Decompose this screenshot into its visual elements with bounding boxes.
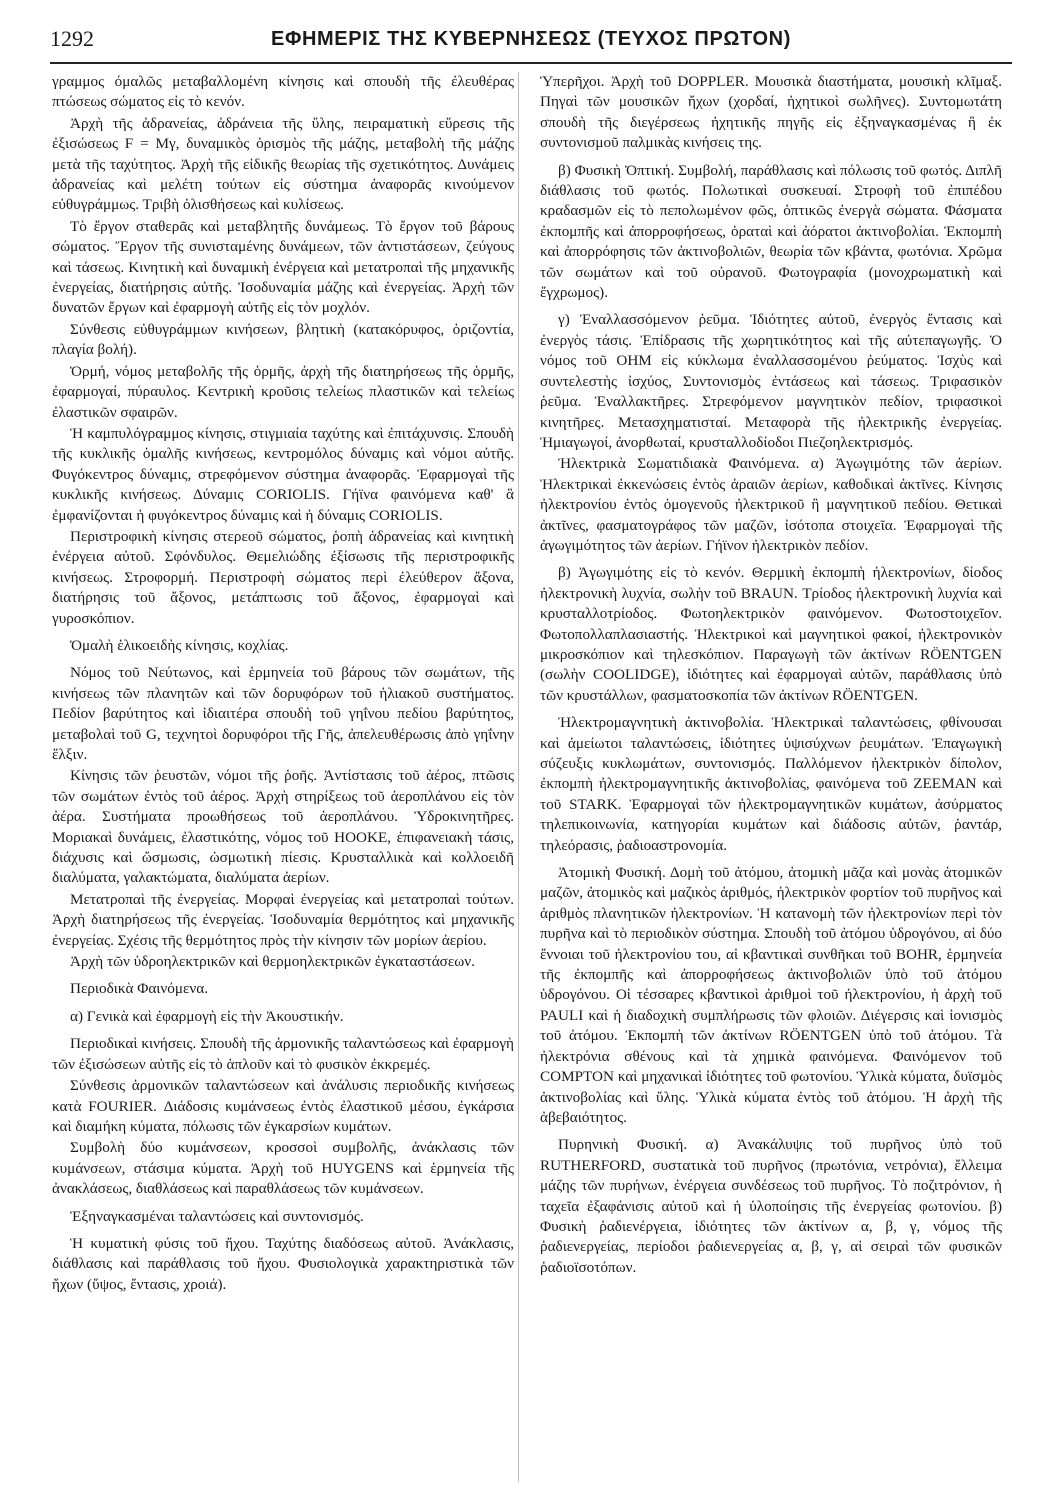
paragraph: Ἀρχὴ τῆς ἀδρανείας, ἀδράνεια τῆς ὕλης, πειραματικὴ εὕρεσις τῆς ἐξισώσεως F = Mγ, δυναμικὸς ὁρισμὸς τῆς μάζης, μεταβολὴ τῆς μάζης μετὰ τῆς ταχύτητος. Ἀρχὴ τῆς εἰδικῆς θεωρίας τῆς σχετικότητος. Δυνάμεις ἀδρανείας καὶ μελέτη τούτων εἰς σύστημα ἀναφορᾶς κινούμενον εὐθυγράμμως. Τριβὴ ὀλισθήσεως καὶ κυλίσεως. — [52, 114, 514, 214]
paragraph: Σύνθεσις ἁρμονικῶν ταλαντώσεων καὶ ἀνάλυσις περιοδικῆς κινήσεως κατὰ FOURIER. Διάδοσις κυμάνσεως ἐντὸς ἐλαστικοῦ μέσου, ἐγκάρσια καὶ διαμήκη κύματα, πόλωσις τῶν ἐγκαρσίων κυμάτων. — [52, 1077, 514, 1135]
paragraph: γ) Ἐναλλασσόμενον ῥεῦμα. Ἰδιότητες αὐτοῦ, ἐνεργὸς ἔντασις καὶ ἐνεργὸς τάσις. Ἐπίδρασις τῆς χωρητικότητος καὶ τῆς αὐτεπαγωγῆς. Ὁ νόμος τοῦ OHM εἰς κύκλωμα ἐναλλασσομένου ῥεύματος. Ἰσχὺς καὶ συντελεστὴς ἰσχύος, Συντονισμὸς ἐντάσεως καὶ τάσεως. Τριφασικὸν ῥεῦμα. Ἐναλλακτῆρες. Στρεφόμενον μαγνητικὸν πεδίον, τριφασικοὶ κινητῆρες. Μετασχηματισταί. Μεταφορὰ τῆς ἠλεκτρικῆς ἐνεργείας. Ἡμιαγωγοί, ἀνορθωταί, κρυσταλλοδίοδοι Πιεζοηλεκτρισμός. — [540, 311, 1002, 451]
paragraph: Μετατροπαὶ τῆς ἐνεργείας. Μορφαὶ ἐνεργείας καὶ μετατροπαὶ τούτων. Ἀρχὴ διατηρήσεως τῆς ἐνεργείας. Ἰσοδυναμία θερμότητος καὶ μηχανικῆς ἐνεργείας. Σχέσις τῆς θερμότητος πρὸς τὴν κίνησιν τῶν μορίων ἀερίου. — [52, 890, 514, 949]
subsection-heading: α) Γενικὰ καὶ ἐφαρμογὴ εἰς τὴν Ἀκουστικήν. — [70, 1007, 344, 1025]
paragraph: Ἀτομικὴ Φυσική. Δομὴ τοῦ ἀτόμου, ἀτομικὴ μᾶζα καὶ μονὰς ἀτομικῶν μαζῶν, ἀτομικὸς καὶ μαζικὸς ἀριθμός, ἠλεκτρικὸν φορτίον τοῦ πυρῆνος καὶ ἀριθμὸς πλανητικῶν ἠλεκτρονίων. Ἡ κατανομὴ τῶν ἠλεκτρονίων περὶ τὸν πυρῆνα καὶ τὸ περιοδικὸν σύστημα. Σπουδὴ τοῦ ἀτόμου ὑδρογόνου, αἱ δύο ἔννοιαι τοῦ ἠλεκτρονίου του, αἱ κβαντικαὶ συνθῆκαι τοῦ BOHR, ἑρμηνεία τῆς ἐκπομπῆς καὶ ἀπορροφήσεως ἀκτινοβολιῶν ὑπὸ τοῦ ἀτόμου ὑδρογόνου. Οἱ τέσσαρες κβαντικοὶ ἀριθμοὶ τοῦ ἠλεκτρονίου, ἡ ἀρχὴ τοῦ PAULI καὶ ἡ διαδοχικὴ συμπλήρωσις τῶν φλοιῶν. Διέγερσις καὶ ἰονισμὸς τοῦ ἀτόμου. Ἐκπομπὴ τῶν ἀκτίνων RÖENTGEN ὑπὸ τοῦ ἀτόμου. Τὰ ἠλεκτρόνια σθένους καὶ τὰ χημικὰ φαινόμενα. Φαινόμενον τοῦ COMPTON καὶ μηχανικαὶ ἰδιότητες τοῦ φωτονίου. Ὑλικὰ κύματα, δυϊσμὸς ἀκτινοβολίας καὶ ὕλης. Ὑλικὰ κύματα ἐντὸς τοῦ ἀτόμου. Ἡ ἀρχὴ τῆς ἀβεβαιότητος. — [540, 864, 1002, 1126]
paragraph: γραμμος όμαλῶς μεταβαλλομένη κίνησις καὶ σπουδὴ τῆς ἐλευθέρας πτώσεως σώματος εἰς τὸ κενόν. — [52, 73, 514, 111]
paragraph: Ἠλεκτρομαγνητικὴ ἀκτινοβολία. Ἠλεκτρικαὶ ταλαντώσεις, φθίνουσαι καὶ ἀμείωτοι ταλαντώσεις, ἰδιότητες ὑψισύχνων ῥευμάτων. Ἐπαγωγικὴ σύζευξις κυκλωμάτων, συντονισμός. Παλλόμενον ἠλεκτρικὸν δίπολον, ἐκπομπὴ ἠλεκτρομαγνητικῆς ἀκτινοβολίας, φαινόμενα τοῦ ZEEMAN καὶ τοῦ STARK. Ἐφαρμογαὶ τῶν ἠλεκτρομαγνητικῶν κυμάτων, ἀσύρματος τηλεπικοινωνία, κατηγορίαι κυμάτων καὶ διάδοσις αὐτῶν, ῥαντάρ, τηλεόρασις, ῥαδιοαστρονομία. — [540, 714, 1002, 854]
paragraph: β) Φυσικὴ Ὀπτική. Συμβολή, παράθλασις καὶ πόλωσις τοῦ φωτός. Διπλῆ διάθλασις τοῦ φωτός. Πολωτικαὶ συσκευαί. Στροφὴ τοῦ ἐπιπέδου κραδασμῶν εἰς τὸ πεπολωμένον φῶς, ὀπτικῶς ἐνεργὰ σώματα. Φάσματα ἐκπομπῆς καὶ ἀπορροφήσεως, ὁραταὶ καὶ ἀόρατοι ἀκτινοβολίαι. Ἐκπομπὴ καὶ ἀπορρόφησις τῶν ἀκτινοβολιῶν, θεωρία τῶν κβάντα, φωτόνια. Χρῶμα τῶν σωμάτων καὶ τοῦ οὐρανοῦ. Φωτογραφία (μονοχρωματικὴ καὶ ἔγχρωμος). — [540, 161, 1002, 302]
paragraph: Ὁρμή, νόμος μεταβολῆς τῆς ὁρμῆς, ἀρχὴ τῆς διατηρήσεως τῆς ὁρμῆς, ἐφαρμογαί, πύραυλος. Κεντρικὴ κροῦσις τελείως πλαστικῶν καὶ τελείως ἐλαστικῶν σφαιρῶν. — [52, 362, 514, 421]
paragraph: Νόμος τοῦ Νεύτωνος, καὶ ἑρμηνεία τοῦ βάρους τῶν σωμάτων, τῆς κινήσεως τῶν πλανητῶν καὶ τῶν δορυφόρων τοῦ ἡλιακοῦ συστήματος. Πεδίον βαρύτητος καὶ ἰδιαιτέρα σπουδὴ τοῦ γηΐνου πεδίου βαρύτητος, μεταβολαὶ τοῦ G, τεχνητοὶ δορυφόροι τῆς Γῆς, ἀπελευθέρωσις ἀπὸ γηΐνην ἕλξιν. — [52, 664, 514, 763]
column-divider — [518, 72, 519, 1482]
page-number: 1292 — [50, 26, 94, 51]
paragraph: Πυρηνικὴ Φυσική. α) Ἀνακάλυψις τοῦ πυρῆνος ὑπὸ τοῦ RUTHERFORD, συστατικὰ τοῦ πυρῆνος (πρωτόνια, νετρόνια), ἔλλειμα μάζης τῶν πυρήνων, ἐνέργεια συνδέσεως τοῦ πυρῆνος. Τὸ ποζιτρόνιον, ἡ ταχεῖα ἐξαφάνισις αὐτοῦ καὶ ἡ ὑλοποίησις τῆς ἐνεργείας φωτονίου. β) Φυσικὴ ῥαδιενέργεια, ἰδιότητες τῶν ἀκτίνων α, β, γ, νόμος τῆς ῥαδιενεργείας, περίοδοι ῥαδιενεργείας α, β, γ, αἱ σειραὶ τῶν φυσικῶν ῥαδιοϊσοτόπων. — [540, 1136, 1002, 1276]
paragraph: Ὁμαλὴ ἑλικοειδὴς κίνησις, κοχλίας. — [70, 636, 289, 654]
paragraph: Συμβολὴ δύο κυμάνσεων, κροσσοὶ συμβολῆς, ἀνάκλασις τῶν κυμάνσεων, στάσιμα κύματα. Ἀρχὴ τοῦ HUYGENS καὶ ἑρμηνεία τῆς ἀνακλάσεως, διαθλάσεως καὶ παραθλάσεως τῶν κυμάνσεων. — [52, 1139, 514, 1198]
paragraph: Περιοδικαὶ κινήσεις. Σπουδὴ τῆς ἁρμονικῆς ταλαντώσεως καὶ ἐφαρμογὴ τῶν ἐξισώσεων αὐτῆς εἰς τὸ ἁπλοῦν καὶ τὸ φυσικὸν ἐκκρεμές. — [52, 1035, 514, 1073]
paragraph: β) Ἀγωγιμότης εἰς τὸ κενόν. Θερμικὴ ἐκπομπὴ ἠλεκτρονίων, δίοδος ἠλεκτρονικὴ λυχνία, σωλὴν τοῦ BRAUN. Τρίοδος ἠλεκτρονικὴ λυχνία καὶ κρυσταλλοτρίοδος. Φωτοηλεκτρικὸν φαινόμενον. Φωτοστοιχεῖον. Φωτοπολλαπλασιαστής. Ἠλεκτρικοὶ καὶ μαγνητικοὶ φακοί, ἠλεκτρονικὸν μικροσκόπιον καὶ τηλεσκόπιον. Παραγωγὴ τῶν ἀκτίνων RÖENTGEN (σωλὴν COOLIDGE), ἰδιότητες καὶ ἐφαρμογαὶ αὐτῶν, παράθλασις ὑπὸ τῶν κρυστάλλων, φασματοσκοπία τῶν ἀκτίνων RÖENTGEN. — [540, 564, 1002, 704]
paragraph: Περιστροφικὴ κίνησις στερεοῦ σώματος, ῥοπὴ ἀδρανείας καὶ κινητικὴ ἐνέργεια αὐτοῦ. Σφόνδυλος. Θεμελιώδης ἐξίσωσις τῆς περιστροφικῆς κινήσεως. Στροφορμή. Περιστροφὴ σώματος περὶ ἐλεύθερον ἄξονα, διατήρησις τοῦ ἄξονος, μετάπτωσις τοῦ ἄξονος, ἐφαρμογαὶ καὶ γυροσκόπιον. — [52, 527, 514, 627]
section-heading: Περιοδικὰ Φαινόμενα. — [70, 980, 209, 998]
journal-title: ΕΦΗΜΕΡΙΣ ΤΗΣ ΚΥΒΕΡΝΗΣΕΩΣ (ΤΕΥΧΟΣ ΠΡΩΤΟΝ) — [271, 27, 791, 50]
header-rule — [50, 62, 1012, 64]
paragraph: Ἡ καμπυλόγραμμος κίνησις, στιγμιαία ταχύτης καὶ ἐπιτάχυνσις. Σπουδὴ τῆς κυκλικῆς ὁμαλῆς κινήσεως, κεντρομόλος δύναμις καὶ νόμοι αὐτῆς. Φυγόκεντρος δύναμις, στρεφόμενον σύστημα ἀναφορᾶς. Ἐφαρμογαὶ τῆς κυκλικῆς κινήσεως. Δύναμις CORIOLIS. Γήϊνα φαινόμενα καθ' ἃ ἐμφανίζονται ἡ φυγόκεντρος δύναμις καὶ ἡ δύναμις CORIOLIS. — [52, 424, 514, 524]
page-header — [50, 22, 1012, 56]
paragraph: Σύνθεσις εὐθυγράμμων κινήσεων, βλητικὴ (κατακόρυφος, ὁριζοντία, πλαγία βολή). — [52, 320, 514, 359]
paragraph: Ἀρχὴ τῶν ὑδροηλεκτρικῶν καὶ θερμοηλεκτρικῶν ἐγκαταστάσεων. — [70, 953, 475, 971]
paragraph: Τὸ ἔργον σταθερᾶς καὶ μεταβλητῆς δυνάμεως. Τὸ ἔργον τοῦ βάρους σώματος. Ἔργον τῆς συνισταμένης δυνάμεων, τῶν ἀντιστάσεων, ζεύγους καὶ τάσεως. Κινητικὴ καὶ δυναμικὴ ἐνέργεια καὶ μετατροπαὶ τῆς μηχανικῆς ἐνεργείας, διατήρησις αὐτῆς. Ἰσοδυναμία μάζης καὶ ἐνεργείας. Ἀρχὴ τῶν δυνατῶν ἔργων καὶ ἐφαρμογὴ αὐτῆς εἰς τὸν μοχλόν. — [52, 217, 514, 317]
right-column — [540, 72, 1002, 1487]
paragraph: Ἐξηναγκασμέναι ταλαντώσεις καὶ συντονισμός. — [70, 1207, 364, 1225]
left-column — [52, 72, 514, 1487]
paragraph: Ὑπερῆχοι. Ἀρχὴ τοῦ DOPPLER. Μουσικὰ διαστήματα, μουσικὴ κλῖμαξ. Πηγαὶ τῶν μουσικῶν ἤχων (χορδαί, ἠχητικοὶ σωλῆνες). Συντομωτάτη σπουδὴ τῆς διεγέρσεως ἠχητικῆς πηγῆς εἰς ἐξηναγκασμένας ἢ ἐκ συντονισμοῦ παλμικὰς κινήσεις της. — [540, 73, 1002, 152]
paragraph: Κίνησις τῶν ῥευστῶν, νόμοι τῆς ῥοῆς. Ἀντίστασις τοῦ ἀέρος, πτῶσις τῶν σωμάτων ἐντὸς τοῦ ἀέρος. Ἀρχὴ στηρίξεως τοῦ ἀεροπλάνου εἰς τὸν ἀέρα. Συστήματα προωθήσεως τοῦ ἀεροπλάνου. Ὑδροκινητῆρες. Μοριακαὶ δυνάμεις, ἐλαστικότης, νόμος τοῦ HOOKE, ἐπιφανειακὴ τάσις, διάχυσις καὶ ὤσμωσις, ὠσμωτικὴ πίεσις. Κρυσταλλικὰ καὶ κολλοειδῆ διαλύματα, γαλακτώματα, διαλύματα ἀερίων. — [52, 767, 514, 887]
paragraph: Ἠλεκτρικὰ Σωματιδιακὰ Φαινόμενα. α) Ἀγωγιμότης τῶν ἀερίων. Ἠλεκτρικαὶ ἐκκενώσεις ἐντὸς ἀραιῶν ἀερίων, καθοδικαὶ ἀκτῖνες. Κίνησις ἠλεκτρονίου ἐντὸς ὁμογενοῦς ἠλεκτρικοῦ ἢ μαγνητικοῦ πεδίου. Θετικαὶ ἀκτῖνες, φασματογράφος τῶν μαζῶν, ἰσότοπα στοιχεῖα. Ἐφαρμογαὶ τῆς ἀγωγιμότητος τῶν ἀερίων. Γήϊνον ἠλεκτρικὸν πεδίον. — [540, 455, 1002, 554]
paragraph: Ἡ κυματικὴ φύσις τοῦ ἤχου. Ταχύτης διαδόσεως αὐτοῦ. Ἀνάκλασις, διάθλασις καὶ παράθλασις τοῦ ἤχου. Φυσιολογικὰ χαρακτηριστικὰ τῶν ἤχων (ὕψος, ἔντασις, χροιά). — [52, 1234, 514, 1293]
